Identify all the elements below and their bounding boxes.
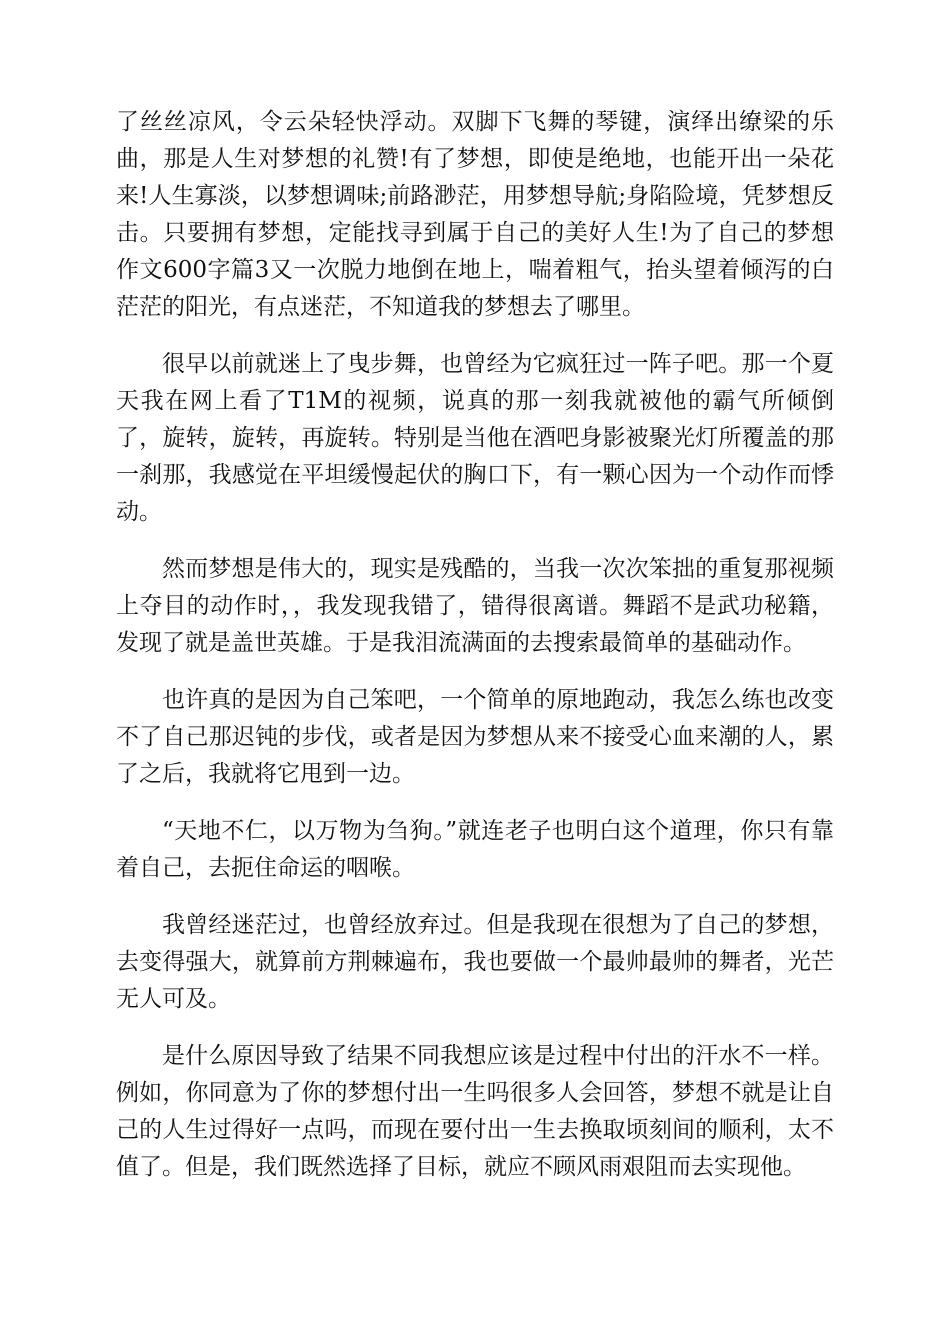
document-page: [116, 104, 834, 1206]
paragraph-6: 我曾经迷茫过，也曾经放弃过。但是我现在很想为了自己的梦想，去变得强大，就算前方荆棘遍布，我也要做一个最帅最帅的舞者，光芒无人可及。: [116, 912, 834, 1012]
paragraph-3: 然而梦想是伟大的，现实是残酷的，当我一次次笨拙的重复那视频上夺目的动作时，，我发现我错了，错得很离谱。舞蹈不是武功秘籍，发现了就是盖世英雄。于是我泪流满面的去搜索最简单的基础动作。: [116, 556, 834, 656]
paragraph-2: 很早以前就迷上了曳步舞，也曾经为它疯狂过一阵子吧。那一个夏天我在网上看了T1M的视频，说真的那一刻我就被他的霸气所倾倒了，旋转，旋转，再旋转。特别是当他在酒吧身影被聚光灯所覆盖的那一刹那，我感觉在平坦缓慢起伏的胸口下，有一颗心因为一个动作而悸动。: [116, 351, 834, 525]
paragraph-4: 也许真的是因为自己笨吧，一个简单的原地跑动，我怎么练也改变不了自己那迟钝的步伐，或者是因为梦想从来不接受心血来潮的人，累了之后，我就将它甩到一边。: [116, 687, 834, 787]
paragraph-1: 了丝丝凉风，令云朵轻快浮动。双脚下飞舞的琴键，演绎出缭梁的乐曲，那是人生对梦想的礼赞!有了梦想，即使是绝地，也能开出一朵花来!人生寡淡，以梦想调味;前路渺茫，用梦想导航;身陷险境，凭梦想反击。只要拥有梦想，定能找寻到属于自己的美好人生!为了自己的梦想作文600字篇3又一次脱力地倒在地上，喘着粗气，抬头望着倾泻的白茫茫的阳光，有点迷茫，不知道我的梦想去了哪里。: [116, 109, 834, 320]
paragraph-5: “天地不仁，以万物为刍狗。”就连老子也明白这个道理，你只有靠着自己，去扼住命运的咽喉。: [116, 818, 834, 881]
paragraph-7: 是什么原因导致了结果不同我想应该是过程中付出的汗水不一样。例如，你同意为了你的梦想付出一生吗很多人会回答，梦想不就是让自己的人生过得好一点吗，而现在要付出一生去换取顷刻间的顺利，太不值了。但是，我们既然选择了目标，就应不顾风雨艰阻而去实现他。: [116, 1043, 834, 1180]
